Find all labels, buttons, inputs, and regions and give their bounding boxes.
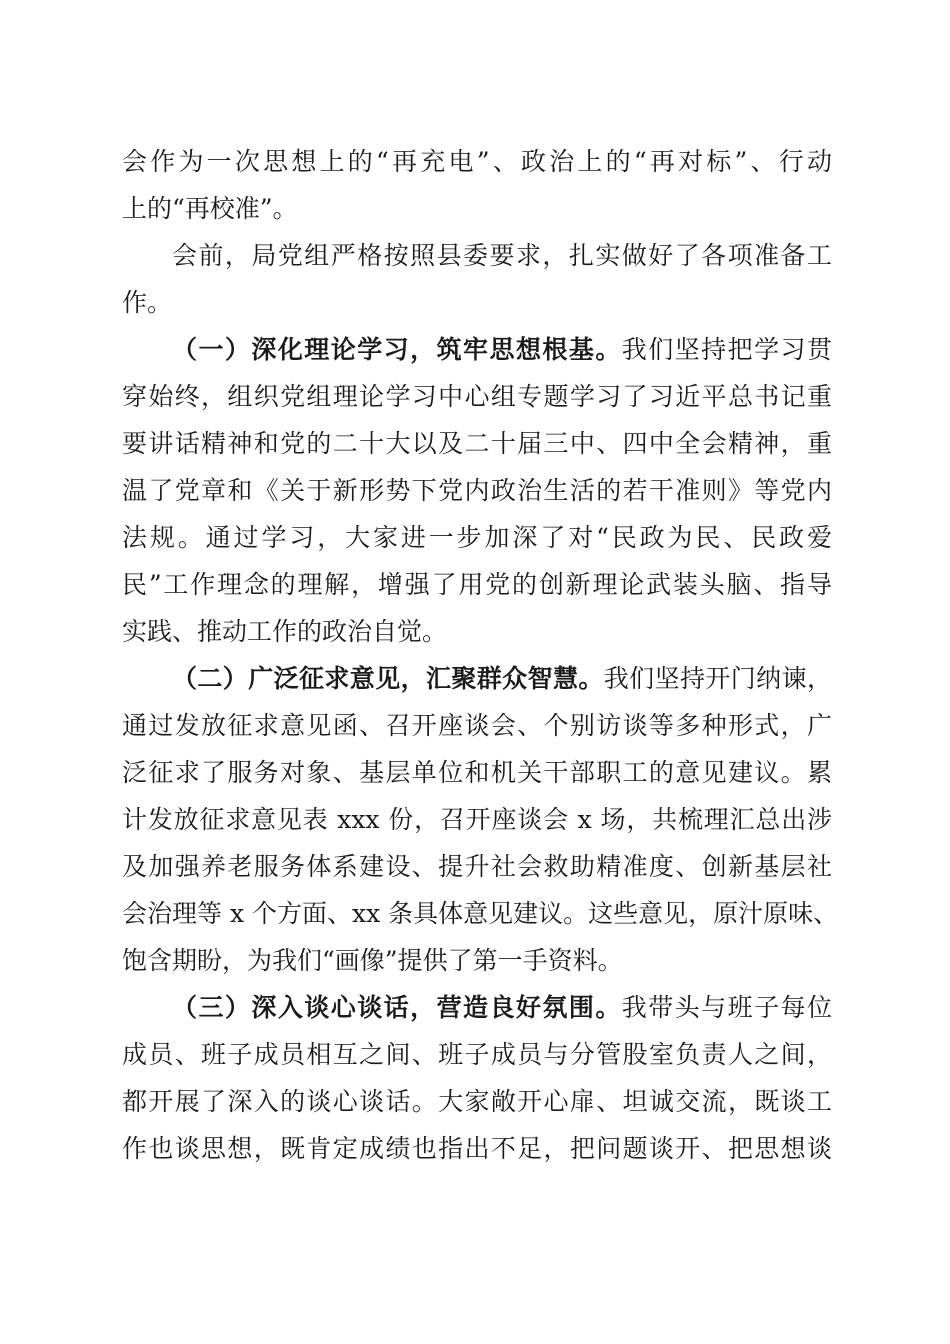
section-2-first-line — [172, 664, 832, 694]
section-3-first-line — [172, 993, 832, 1023]
text-line: 及加强养老服务体系建设、提升社会救助精准度、创新基层社 — [122, 852, 832, 881]
text-line: 计发放征求意见表 xxx 份，召开座谈会 x 场，共梳理汇总出涉 — [122, 805, 832, 834]
section-heading-3: （三）深入谈心谈话，营造良好氛围。 — [172, 993, 622, 1022]
text-line: 会治理等 x 个方面、xx 条具体意见建议。这些意见，原汁原味、 — [122, 899, 839, 928]
text-line: 民”工作理念的理解，增强了用党的创新理论武装头脑、指导 — [122, 570, 832, 599]
text-line: 要讲话精神和党的二十大以及二十届三中、四中全会精神，重 — [122, 429, 832, 458]
section-heading-1: （一）深化理论学习，筑牢思想根基。 — [172, 335, 622, 364]
text-line: 都开展了深入的谈心谈话。大家敞开心扉、坦诚交流，既谈工 — [122, 1087, 832, 1116]
text-line: 法规。通过学习，大家进一步加深了对“民政为民、民政爱 — [122, 523, 832, 552]
text-line: 我们坚持把学习贯 — [621, 335, 832, 364]
text-line: 通过发放征求意见函、召开座谈会、个别访谈等多种形式，广 — [122, 711, 832, 740]
text-line: 作也谈思想，既肯定成绩也指出不足，把问题谈开、把思想谈 — [122, 1134, 832, 1163]
text-line: 我们坚持开门纳谏， — [603, 664, 832, 693]
text-line: 上的“再校准”。 — [122, 194, 298, 223]
text-line: 实践、推动工作的政治自觉。 — [122, 617, 448, 646]
text-line: 作。 — [122, 288, 173, 317]
text-line: 我带头与班子每位 — [621, 993, 832, 1022]
text-line: 饱含期盼，为我们“画像”提供了第一手资料。 — [122, 946, 623, 975]
text-line: 温了党章和《关于新形势下党内政治生活的若干准则》等党内 — [122, 476, 832, 505]
text-line: 会前，局党组严格按照县委要求，扎实做好了各项准备工 — [172, 241, 832, 270]
text-line: 会作为一次思想上的“再充电”、政治上的“再对标”、行动 — [122, 147, 832, 176]
text-line: 泛征求了服务对象、基层单位和机关干部职工的意见建议。累 — [122, 758, 832, 787]
text-line: 穿始终，组织党组理论学习中心组专题学习了习近平总书记重 — [122, 382, 832, 411]
section-heading-2: （二）广泛征求意见，汇聚群众智慧。 — [172, 664, 604, 693]
text-line: 成员、班子成员相互之间、班子成员与分管股室负责人之间， — [122, 1040, 832, 1069]
section-1-first-line — [172, 335, 832, 365]
